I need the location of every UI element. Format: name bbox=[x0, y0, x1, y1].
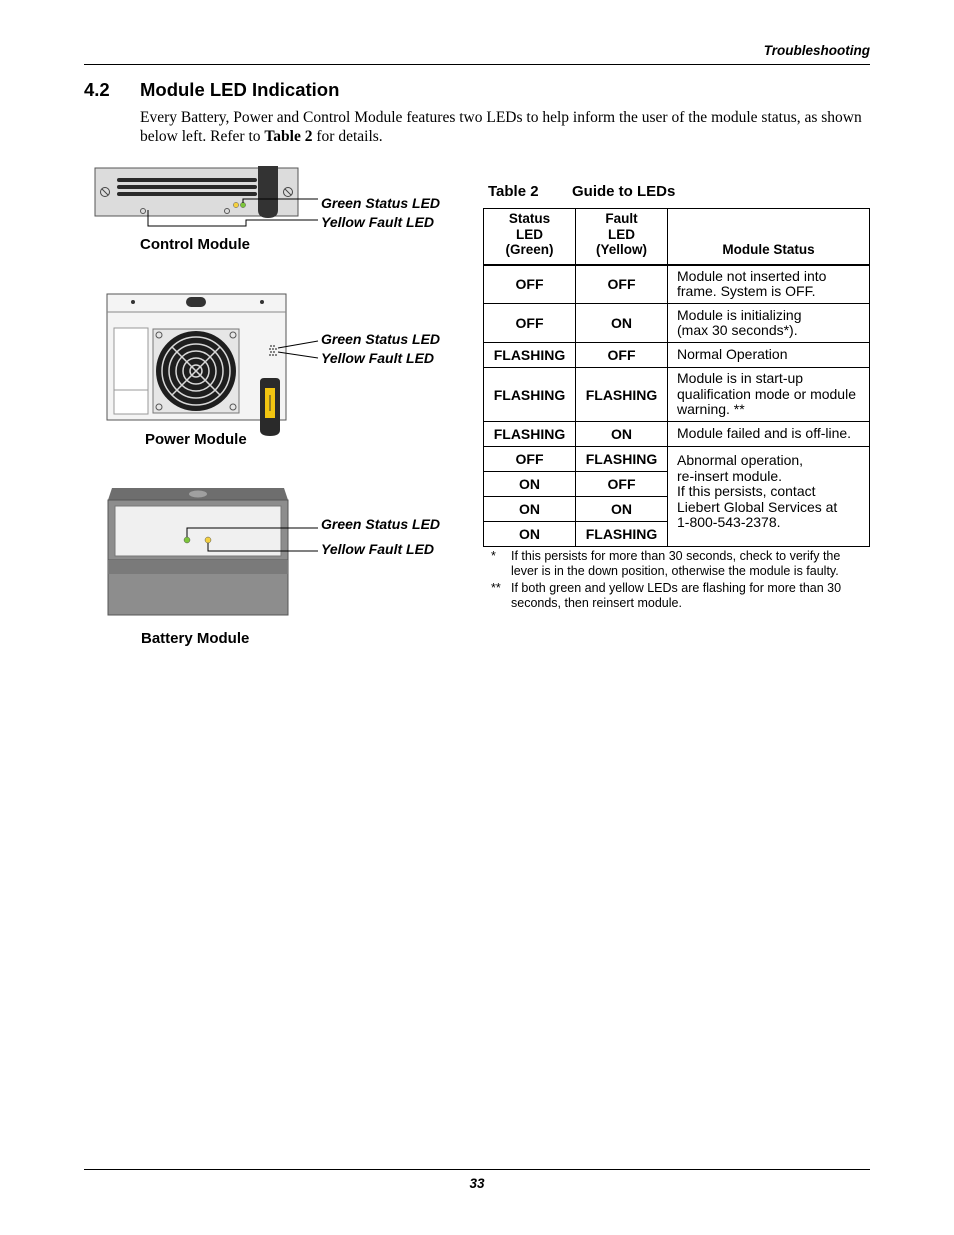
status-led-cell: ON bbox=[484, 472, 576, 497]
section-title: Module LED Indication bbox=[140, 79, 340, 100]
module-illustrations bbox=[0, 0, 480, 660]
header-module-status: Module Status bbox=[668, 209, 870, 265]
status-led-cell: FLASHING bbox=[484, 368, 576, 422]
table-row bbox=[484, 343, 870, 368]
table-row bbox=[484, 368, 870, 422]
table-row bbox=[484, 447, 870, 472]
status-led-cell: OFF bbox=[484, 447, 576, 472]
module-status-cell: Module not inserted into frame. System is OFF. bbox=[668, 265, 870, 304]
abnormal-operation-cell: Abnormal operation, re-insert module. If this persists, contact Liebert Global Services at 1-800-543-2378. bbox=[668, 447, 870, 547]
header-status-led: Status LED (Green) bbox=[484, 209, 576, 265]
status-led-cell: FLASHING bbox=[484, 422, 576, 447]
intro-text-2: for details. bbox=[312, 128, 383, 145]
module-status-cell: Module failed and is off-line. bbox=[668, 422, 870, 447]
footnote-text: If both green and yellow LEDs are flashing for more than 30 seconds, then reinsert module. bbox=[511, 581, 842, 610]
battery-module-label: Battery Module bbox=[141, 630, 250, 647]
status-led-cell: OFF bbox=[484, 304, 576, 343]
footnote-2 bbox=[491, 581, 851, 610]
led-guide-table bbox=[483, 208, 870, 547]
header-title: Troubleshooting bbox=[763, 43, 870, 58]
power-green-led-label: Green Status LED bbox=[321, 331, 441, 347]
table-caption-title: Guide to LEDs bbox=[572, 183, 676, 200]
fault-led-cell: FLASHING bbox=[576, 447, 668, 472]
status-led-cell: ON bbox=[484, 522, 576, 547]
footnote-mark: ** bbox=[491, 581, 501, 595]
footnote-text: If this persists for more than 30 seconds, check to verify the lever is in the down position, otherwise the module is faulty. bbox=[511, 549, 841, 578]
table-caption-number: Table 2 bbox=[488, 183, 539, 200]
battery-green-led-label: Green Status LED bbox=[321, 516, 441, 532]
module-status-cell: Module is initializing (max 30 seconds*). bbox=[668, 304, 870, 343]
control-green-led bbox=[240, 202, 245, 207]
fault-led-cell: OFF bbox=[576, 343, 668, 368]
fault-led-cell: OFF bbox=[576, 265, 668, 304]
battery-yellow-led-label: Yellow Fault LED bbox=[321, 541, 435, 557]
table-row bbox=[484, 304, 870, 343]
fault-led-cell: OFF bbox=[576, 472, 668, 497]
control-vent-slots bbox=[117, 178, 257, 196]
table-caption bbox=[488, 183, 675, 200]
module-status-cell: Module is in start-up qualification mode or module warning. ** bbox=[668, 368, 870, 422]
footnote-mark: * bbox=[491, 549, 496, 563]
control-yellow-led bbox=[233, 202, 238, 207]
table-header-row bbox=[484, 209, 870, 265]
power-module-label: Power Module bbox=[145, 431, 247, 448]
status-led-cell: FLASHING bbox=[484, 343, 576, 368]
status-led-cell: OFF bbox=[484, 265, 576, 304]
fault-led-cell: FLASHING bbox=[576, 368, 668, 422]
power-module-illustration bbox=[107, 294, 318, 436]
intro-text-1: Every Battery, Power and Control Module features two LEDs to help inform the user of the module status, as shown below left. Refer to bbox=[140, 109, 862, 145]
table-row bbox=[484, 265, 870, 304]
battery-green-led bbox=[184, 537, 190, 543]
control-module-illustration bbox=[95, 166, 318, 226]
table-row bbox=[484, 422, 870, 447]
page-number: 33 bbox=[469, 1176, 485, 1191]
control-yellow-led-label: Yellow Fault LED bbox=[321, 214, 435, 230]
footer-rule bbox=[84, 1169, 870, 1170]
intro-table-ref: Table 2 bbox=[264, 128, 313, 145]
fault-led-cell: ON bbox=[576, 304, 668, 343]
fault-led-cell: ON bbox=[576, 422, 668, 447]
control-module-label: Control Module bbox=[140, 236, 250, 253]
fault-led-cell: ON bbox=[576, 497, 668, 522]
battery-module-illustration bbox=[108, 488, 318, 615]
power-yellow-led-label: Yellow Fault LED bbox=[321, 350, 435, 366]
status-led-cell: ON bbox=[484, 497, 576, 522]
fault-led-cell: FLASHING bbox=[576, 522, 668, 547]
control-green-led-label: Green Status LED bbox=[321, 195, 441, 211]
footnote-1 bbox=[491, 549, 851, 578]
battery-yellow-led bbox=[205, 537, 211, 543]
section-number: 4.2 bbox=[84, 79, 110, 100]
module-status-cell: Normal Operation bbox=[668, 343, 870, 368]
header-fault-led: Fault LED (Yellow) bbox=[576, 209, 668, 265]
